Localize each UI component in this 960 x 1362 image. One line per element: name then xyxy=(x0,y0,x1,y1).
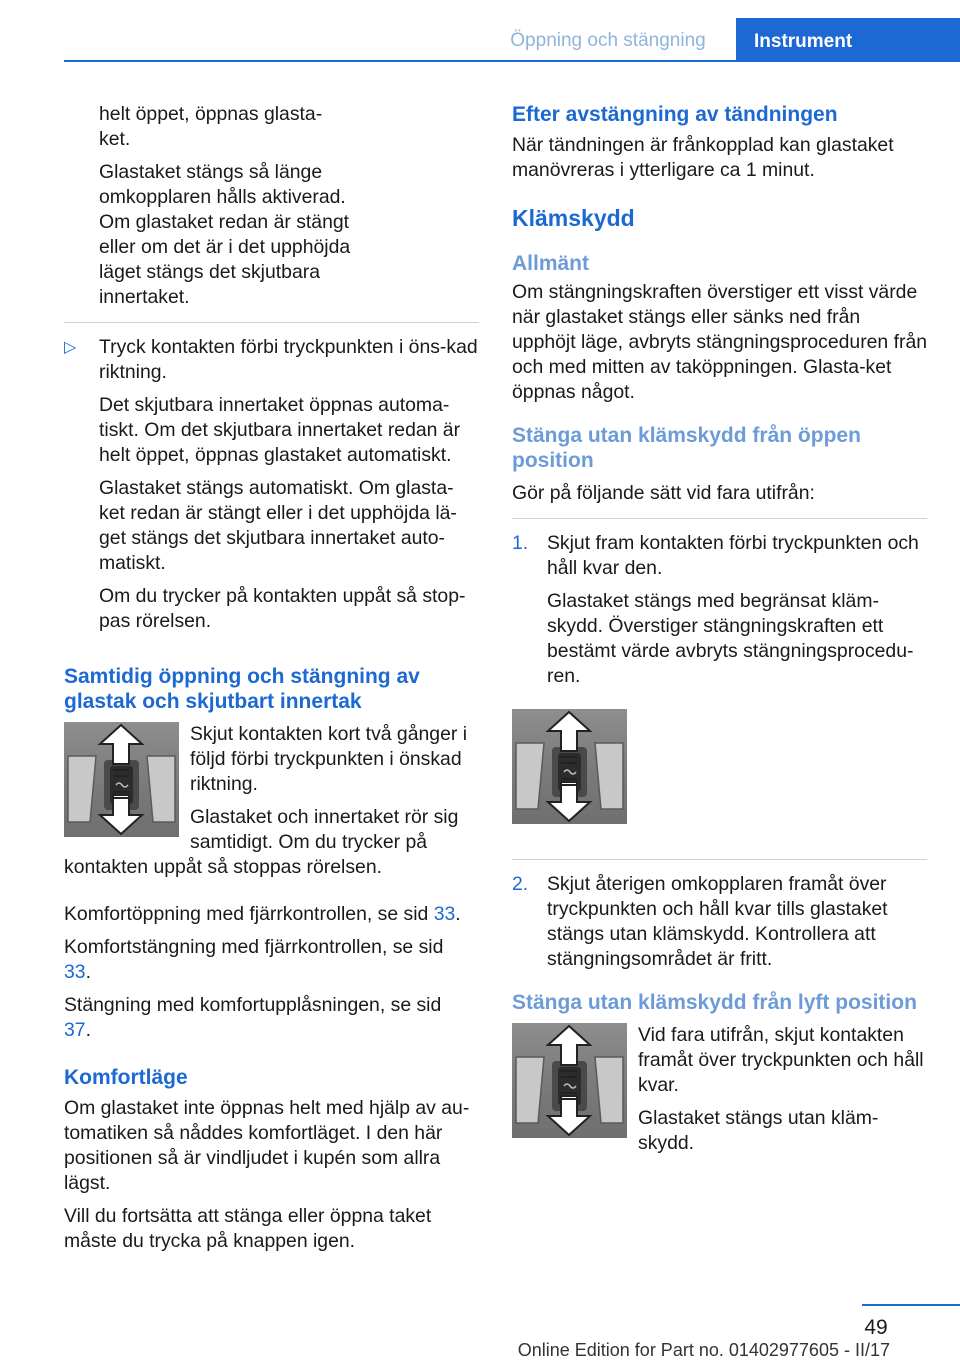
cross-reference xyxy=(64,935,444,985)
subsection-heading: Stänga utan klämskydd från öppen position xyxy=(512,424,861,472)
step-number: 2. xyxy=(512,873,529,895)
paragraph: Glastaket och innertaket rör sig samtidigt. Om du trycker på kontakten uppåt så stoppas rörelsen. xyxy=(64,806,459,878)
roof-switch-image xyxy=(64,722,179,837)
section-heading: Samtidig öppning och stängning av glastak och skjutbart innertak xyxy=(64,665,420,713)
list-item-text: Skjut återigen omkopplaren framåt över tryckpunkten och håll kvar tills glastaket stängs utan klämskydd. Kontrollera att stängningsområdet är fritt. xyxy=(547,873,888,970)
page-link[interactable]: 33 xyxy=(64,961,86,983)
chapter-heading: Klämskydd xyxy=(512,205,635,231)
paragraph: Vid fara utifrån, skjut kontakten framåt över tryckpunkten och håll kvar. xyxy=(638,1024,924,1096)
page-number: 49 xyxy=(864,1316,888,1339)
page-header xyxy=(0,0,960,62)
paragraph: Glastaket stängs automatiskt. Om glasta-ket redan är stängt eller i det upphöjda lä-get stängs det skjutbara innertaket auto-matiskt. xyxy=(99,477,457,574)
paragraph: Om glastaket inte öppnas helt med hjälp av au-tomatiken så nåddes komfortläget. I den här positionen så är vindljudet i kupén som allra lägst. xyxy=(64,1097,470,1194)
paragraph: Om stängningskraften överstiger ett visst värde när glastaket stängs eller sänks ned från upphöjt läge, avbryts stängningsproceduren från och med mitten av taköppningen. Glasta-ket öppnas något. xyxy=(512,281,928,403)
period: . xyxy=(455,903,461,925)
page-link[interactable]: 37 xyxy=(64,1019,86,1041)
subsection-heading: Allmänt xyxy=(512,252,590,275)
roof-switch-image xyxy=(512,709,627,824)
reference-text: Komfortöppning med fjärrkontrollen, se sid xyxy=(64,903,434,925)
roof-switch-image xyxy=(512,1023,627,1138)
step-number: 1. xyxy=(512,532,529,554)
section-heading: Komfortläge xyxy=(64,1066,188,1089)
header-section-title: Öppning och stängning xyxy=(510,30,706,51)
page-link[interactable]: 33 xyxy=(433,903,456,925)
footer-rule xyxy=(862,1304,960,1306)
left-column xyxy=(64,102,479,1262)
list-item xyxy=(512,531,927,689)
right-column xyxy=(512,102,927,1164)
list-item-text: Skjut fram kontakten förbi tryckpunkten och håll kvar den. xyxy=(547,532,919,579)
paragraph: Gör på följande sätt vid fara utifrån: xyxy=(512,482,815,504)
reference-text: Stängning med komfortupplåsningen, se sid xyxy=(64,994,442,1016)
paragraph: Om du trycker på kontakten uppåt så stop-pas rörelsen. xyxy=(99,585,466,632)
reference-text: Komfortstängning med fjärrkontrollen, se sid xyxy=(64,936,444,958)
paragraph: Vill du fortsätta att stänga eller öppna taket måste du trycka på knappen igen. xyxy=(64,1205,432,1252)
list-divider xyxy=(64,322,479,323)
header-chapter-tab: Instrument xyxy=(736,18,960,62)
cross-reference xyxy=(64,902,479,927)
continued-text xyxy=(64,102,479,310)
paragraph: helt öppet, öppnas glasta-ket. xyxy=(99,103,323,150)
edition-note: Online Edition for Part no. 01402977605 - II/17 xyxy=(517,1340,890,1360)
figure-block xyxy=(512,1023,927,1164)
triangle-bullet-icon: ▷ xyxy=(64,339,77,356)
list-item xyxy=(512,872,927,972)
paragraph: Skjut kontakten kort två gånger i följd förbi tryckpunkten i önskad riktning. xyxy=(190,723,468,795)
paragraph: Glastaket stängs utan kläm-skydd. xyxy=(638,1107,879,1154)
section-heading: Efter avstängning av tändningen xyxy=(512,103,838,126)
list-item xyxy=(64,335,479,634)
cross-reference xyxy=(64,993,444,1043)
period: . xyxy=(85,1019,91,1041)
subsection-heading: Stänga utan klämskydd från lyft position xyxy=(512,991,917,1014)
paragraph: Glastaket stängs med begränsat kläm-skydd. Överstiger stängningskraften ett bestämt värde avbryts stängningsprocedu-ren. xyxy=(547,590,914,687)
list-divider xyxy=(512,859,927,860)
list-item-text: Tryck kontakten förbi tryckpunkten i öns-kad riktning. xyxy=(99,336,478,383)
header-rule xyxy=(64,60,736,62)
paragraph: Glastaket stängs så länge omkopplaren hålls aktiverad. Om glastaket redan är stängt eller om det är i det upphöjda läget stängs det skjutbara innertaket. xyxy=(99,161,351,308)
figure-block xyxy=(64,722,479,888)
paragraph: När tändningen är frånkopplad kan glastaket manövreras i ytterligare ca 1 minut. xyxy=(512,134,894,181)
period: . xyxy=(85,961,91,983)
list-divider xyxy=(512,518,927,519)
paragraph: Det skjutbara innertaket öppnas automa-tiskt. Om det skjutbara innertaket redan är helt öppet, öppnas glastaket automatiskt. xyxy=(99,394,461,466)
